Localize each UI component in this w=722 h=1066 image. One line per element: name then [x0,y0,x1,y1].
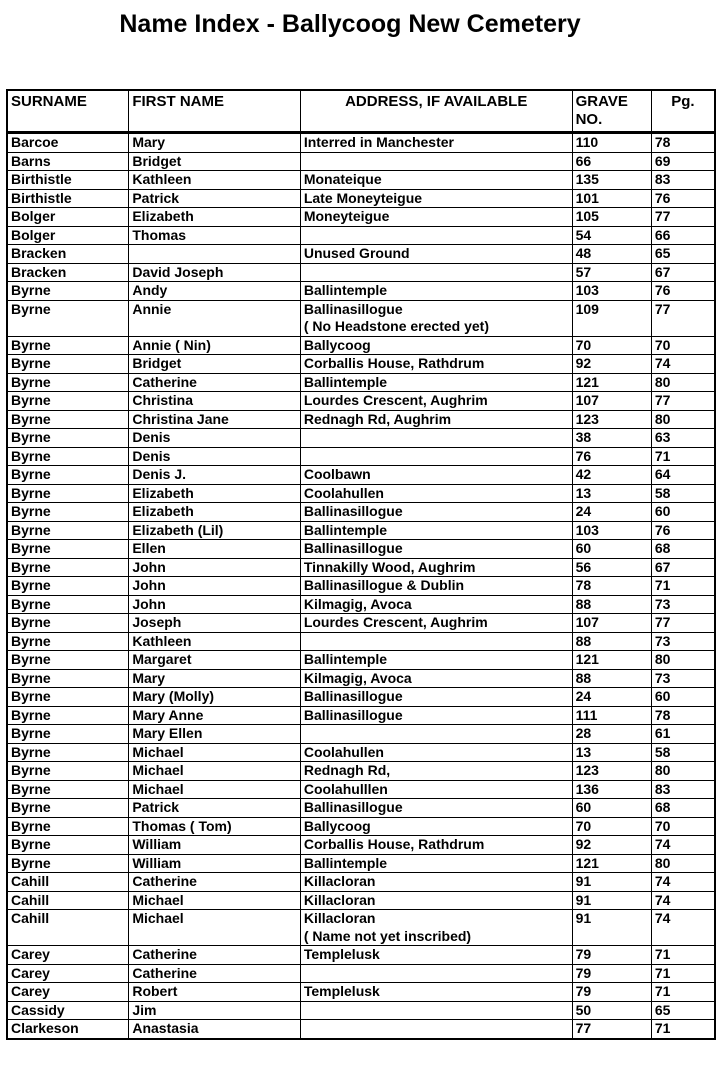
table-row [7,373,715,392]
page-cell: 71 [651,964,715,983]
surname-cell: Byrne [7,688,129,707]
address-cell: Killacloran ( Name not yet inscribed) [300,910,572,946]
table-row [7,336,715,355]
grave-no-cell: 91 [572,910,651,946]
surname-cell: Carey [7,983,129,1002]
address-cell: Ballintemple [300,521,572,540]
page-cell: 80 [651,410,715,429]
header-first-name: FIRST NAME [129,90,300,133]
table-row [7,595,715,614]
surname-cell: Byrne [7,614,129,633]
table-row [7,817,715,836]
page-cell: 80 [651,373,715,392]
first-name-cell: Denis J. [129,466,300,485]
grave-no-cell: 121 [572,854,651,873]
address-cell: Ballintemple [300,651,572,670]
surname-cell: Byrne [7,762,129,781]
surname-cell: Byrne [7,540,129,559]
address-cell: Ballinasillogue [300,503,572,522]
surname-cell: Cassidy [7,1001,129,1020]
first-name-cell: Mary [129,669,300,688]
first-name-cell: Catherine [129,373,300,392]
page-cell: 66 [651,226,715,245]
first-name-cell: David Joseph [129,263,300,282]
table-row [7,484,715,503]
address-cell: Ballycoog [300,817,572,836]
surname-cell: Byrne [7,836,129,855]
table-row [7,836,715,855]
table-row [7,355,715,374]
first-name-cell: Jim [129,1001,300,1020]
table-row [7,558,715,577]
grave-no-cell: 60 [572,799,651,818]
page-cell: 65 [651,1001,715,1020]
surname-cell: Byrne [7,392,129,411]
first-name-cell: Michael [129,762,300,781]
grave-no-cell: 48 [572,245,651,264]
header-address: ADDRESS, IF AVAILABLE [300,90,572,133]
address-cell: Tinnakilly Wood, Aughrim [300,558,572,577]
address-cell: Coolahulllen [300,780,572,799]
table-row [7,706,715,725]
surname-cell: Byrne [7,503,129,522]
address-cell: Late Moneyteigue [300,189,572,208]
grave-no-cell: 56 [572,558,651,577]
table-row [7,282,715,301]
table-row [7,189,715,208]
page-cell: 74 [651,836,715,855]
address-cell: Ballinasillogue & Dublin [300,577,572,596]
address-cell: Interred in Manchester [300,133,572,153]
table-row [7,429,715,448]
first-name-cell: Mary (Molly) [129,688,300,707]
grave-no-cell: 109 [572,300,651,336]
page-cell: 77 [651,392,715,411]
grave-no-cell: 24 [572,688,651,707]
surname-cell: Byrne [7,854,129,873]
address-cell: Ballintemple [300,373,572,392]
grave-no-cell: 70 [572,336,651,355]
surname-cell: Byrne [7,577,129,596]
address-cell: Corballis House, Rathdrum [300,836,572,855]
first-name-cell: Michael [129,743,300,762]
first-name-cell: Elizabeth [129,208,300,227]
grave-no-cell: 78 [572,577,651,596]
table-row [7,466,715,485]
page-cell: 74 [651,891,715,910]
page-cell: 77 [651,614,715,633]
first-name-cell: Kathleen [129,171,300,190]
first-name-cell: William [129,854,300,873]
surname-cell: Carey [7,964,129,983]
page-cell: 76 [651,521,715,540]
page-cell: 78 [651,706,715,725]
address-cell [300,964,572,983]
table-row [7,762,715,781]
first-name-cell: Mary Anne [129,706,300,725]
first-name-cell: Bridget [129,152,300,171]
address-cell: Rednagh Rd, Aughrim [300,410,572,429]
table-row [7,632,715,651]
page-cell: 76 [651,282,715,301]
page-cell: 71 [651,577,715,596]
table-row [7,392,715,411]
table-row [7,669,715,688]
page-cell: 60 [651,688,715,707]
first-name-cell: Patrick [129,799,300,818]
table-row [7,410,715,429]
surname-cell: Byrne [7,743,129,762]
table-row [7,651,715,670]
first-name-cell: Elizabeth (Lil) [129,521,300,540]
address-cell [300,1020,572,1039]
surname-cell: Byrne [7,300,129,336]
grave-no-cell: 88 [572,632,651,651]
grave-no-cell: 79 [572,946,651,965]
address-cell: Ballycoog [300,336,572,355]
address-cell: Ballinasillogue [300,706,572,725]
surname-cell: Byrne [7,447,129,466]
page-cell: 64 [651,466,715,485]
grave-no-cell: 92 [572,836,651,855]
first-name-cell: Kathleen [129,632,300,651]
address-cell: Templelusk [300,946,572,965]
grave-no-cell: 76 [572,447,651,466]
table-row [7,1020,715,1039]
address-cell: Ballinasillogue [300,540,572,559]
first-name-cell: Patrick [129,189,300,208]
page-cell: 61 [651,725,715,744]
page-cell: 74 [651,910,715,946]
table-row [7,983,715,1002]
table-row [7,854,715,873]
name-index-table [6,89,716,1040]
surname-cell: Bolger [7,226,129,245]
table-row [7,688,715,707]
address-cell: Killacloran [300,891,572,910]
table-row [7,946,715,965]
grave-no-cell: 121 [572,651,651,670]
page-cell: 71 [651,1020,715,1039]
table-row [7,725,715,744]
first-name-cell: Thomas ( Tom) [129,817,300,836]
surname-cell: Birthistle [7,171,129,190]
first-name-cell: Elizabeth [129,484,300,503]
page-cell: 70 [651,817,715,836]
grave-no-cell: 123 [572,762,651,781]
grave-no-cell: 91 [572,873,651,892]
page-cell: 73 [651,669,715,688]
grave-no-cell: 121 [572,373,651,392]
surname-cell: Cahill [7,910,129,946]
grave-no-cell: 66 [572,152,651,171]
surname-cell: Clarkeson [7,1020,129,1039]
grave-no-cell: 28 [572,725,651,744]
address-cell [300,447,572,466]
page-cell: 69 [651,152,715,171]
table-row [7,300,715,336]
header-grave-no: GRAVE NO. [572,90,651,133]
page-cell: 58 [651,743,715,762]
first-name-cell: Catherine [129,964,300,983]
surname-cell: Carey [7,946,129,965]
grave-no-cell: 105 [572,208,651,227]
grave-no-cell: 13 [572,484,651,503]
page-cell: 60 [651,503,715,522]
grave-no-cell: 103 [572,282,651,301]
first-name-cell: Robert [129,983,300,1002]
surname-cell: Cahill [7,891,129,910]
first-name-cell: John [129,595,300,614]
first-name-cell: Thomas [129,226,300,245]
page-cell: 83 [651,780,715,799]
address-cell: Corballis House, Rathdrum [300,355,572,374]
table-row [7,447,715,466]
page-cell: 70 [651,336,715,355]
first-name-cell: Bridget [129,355,300,374]
address-cell: Ballintemple [300,282,572,301]
table-row [7,245,715,264]
first-name-cell: John [129,558,300,577]
surname-cell: Byrne [7,651,129,670]
grave-no-cell: 88 [572,669,651,688]
first-name-cell: Michael [129,780,300,799]
page-cell: 76 [651,189,715,208]
table-row [7,743,715,762]
page-cell: 63 [651,429,715,448]
first-name-cell: Annie [129,300,300,336]
surname-cell: Byrne [7,282,129,301]
surname-cell: Byrne [7,484,129,503]
address-cell: Lourdes Crescent, Aughrim [300,392,572,411]
surname-cell: Byrne [7,817,129,836]
header-row [7,90,715,133]
grave-no-cell: 110 [572,133,651,153]
surname-cell: Byrne [7,521,129,540]
page-title: Name Index - Ballycoog New Cemetery [119,10,581,38]
page-cell: 67 [651,558,715,577]
address-cell: Templelusk [300,983,572,1002]
surname-cell: Barcoe [7,133,129,153]
table-body [7,133,715,1039]
table-row [7,263,715,282]
page-cell: 78 [651,133,715,153]
surname-cell: Barns [7,152,129,171]
address-cell [300,226,572,245]
page-cell: 77 [651,300,715,336]
address-cell: Kilmagig, Avoca [300,669,572,688]
grave-no-cell: 101 [572,189,651,208]
table-row [7,133,715,153]
first-name-cell: Catherine [129,946,300,965]
first-name-cell: Mary [129,133,300,153]
page-cell: 80 [651,854,715,873]
grave-no-cell: 103 [572,521,651,540]
first-name-cell: Annie ( Nin) [129,336,300,355]
grave-no-cell: 57 [572,263,651,282]
table-row [7,910,715,946]
surname-cell: Byrne [7,373,129,392]
first-name-cell: Denis [129,447,300,466]
first-name-cell: Elizabeth [129,503,300,522]
address-cell: Lourdes Crescent, Aughrim [300,614,572,633]
address-cell [300,725,572,744]
header-page: Pg. [651,90,715,133]
surname-cell: Byrne [7,336,129,355]
first-name-cell: Andy [129,282,300,301]
grave-no-cell: 107 [572,392,651,411]
first-name-cell: Christina [129,392,300,411]
surname-cell: Byrne [7,725,129,744]
table-row [7,152,715,171]
surname-cell: Cahill [7,873,129,892]
surname-cell: Byrne [7,355,129,374]
grave-no-cell: 135 [572,171,651,190]
surname-cell: Byrne [7,632,129,651]
table-row [7,799,715,818]
grave-no-cell: 123 [572,410,651,429]
address-cell: Rednagh Rd, [300,762,572,781]
table-row [7,521,715,540]
first-name-cell: William [129,836,300,855]
table-row [7,964,715,983]
first-name-cell: Anastasia [129,1020,300,1039]
table-row [7,540,715,559]
first-name-cell: Margaret [129,651,300,670]
table-row [7,780,715,799]
surname-cell: Byrne [7,799,129,818]
first-name-cell: John [129,577,300,596]
surname-cell: Bolger [7,208,129,227]
table-row [7,503,715,522]
surname-cell: Bracken [7,263,129,282]
grave-no-cell: 79 [572,964,651,983]
first-name-cell: Michael [129,910,300,946]
page-cell: 71 [651,946,715,965]
page-cell: 80 [651,651,715,670]
page-cell: 74 [651,355,715,374]
surname-cell: Byrne [7,410,129,429]
surname-cell: Byrne [7,595,129,614]
grave-no-cell: 24 [572,503,651,522]
page-cell: 73 [651,595,715,614]
surname-cell: Byrne [7,558,129,577]
address-cell: Moneyteigue [300,208,572,227]
grave-no-cell: 38 [572,429,651,448]
grave-no-cell: 79 [572,983,651,1002]
address-cell: Coolahullen [300,743,572,762]
table-row [7,208,715,227]
grave-no-cell: 70 [572,817,651,836]
surname-cell: Byrne [7,669,129,688]
grave-no-cell: 60 [572,540,651,559]
grave-no-cell: 91 [572,891,651,910]
address-cell [300,632,572,651]
header-surname: SURNAME [7,90,129,133]
page-cell: 83 [651,171,715,190]
page-cell: 65 [651,245,715,264]
page-cell: 67 [651,263,715,282]
table-row [7,226,715,245]
table-row [7,171,715,190]
table-row [7,891,715,910]
page-cell: 71 [651,447,715,466]
table-row [7,873,715,892]
first-name-cell: Mary Ellen [129,725,300,744]
first-name-cell: Joseph [129,614,300,633]
table-row [7,614,715,633]
address-cell [300,152,572,171]
first-name-cell: Denis [129,429,300,448]
surname-cell: Byrne [7,706,129,725]
grave-no-cell: 111 [572,706,651,725]
address-cell: Kilmagig, Avoca [300,595,572,614]
surname-cell: Byrne [7,429,129,448]
address-cell: Monateique [300,171,572,190]
first-name-cell: Ellen [129,540,300,559]
surname-cell: Birthistle [7,189,129,208]
page-cell: 71 [651,983,715,1002]
page-cell: 68 [651,540,715,559]
grave-no-cell: 88 [572,595,651,614]
surname-cell: Byrne [7,466,129,485]
address-cell [300,263,572,282]
first-name-cell: Catherine [129,873,300,892]
page-cell: 77 [651,208,715,227]
address-cell [300,429,572,448]
address-cell: Ballinasillogue [300,688,572,707]
page-cell: 80 [651,762,715,781]
first-name-cell: Christina Jane [129,410,300,429]
grave-no-cell: 42 [572,466,651,485]
address-cell: Killacloran [300,873,572,892]
surname-cell: Bracken [7,245,129,264]
grave-no-cell: 54 [572,226,651,245]
address-cell: Coolahullen [300,484,572,503]
address-cell: Ballintemple [300,854,572,873]
address-cell: Coolbawn [300,466,572,485]
grave-no-cell: 77 [572,1020,651,1039]
page-cell: 73 [651,632,715,651]
address-cell: Unused Ground [300,245,572,264]
first-name-cell [129,245,300,264]
grave-no-cell: 13 [572,743,651,762]
grave-no-cell: 107 [572,614,651,633]
grave-no-cell: 92 [572,355,651,374]
surname-cell: Byrne [7,780,129,799]
table-row [7,1001,715,1020]
address-cell: Ballinasillogue [300,799,572,818]
table-row [7,577,715,596]
grave-no-cell: 136 [572,780,651,799]
address-cell [300,1001,572,1020]
page-cell: 58 [651,484,715,503]
address-cell: Ballinasillogue ( No Headstone erected yet) [300,300,572,336]
grave-no-cell: 50 [572,1001,651,1020]
page-cell: 74 [651,873,715,892]
first-name-cell: Michael [129,891,300,910]
page-cell: 68 [651,799,715,818]
